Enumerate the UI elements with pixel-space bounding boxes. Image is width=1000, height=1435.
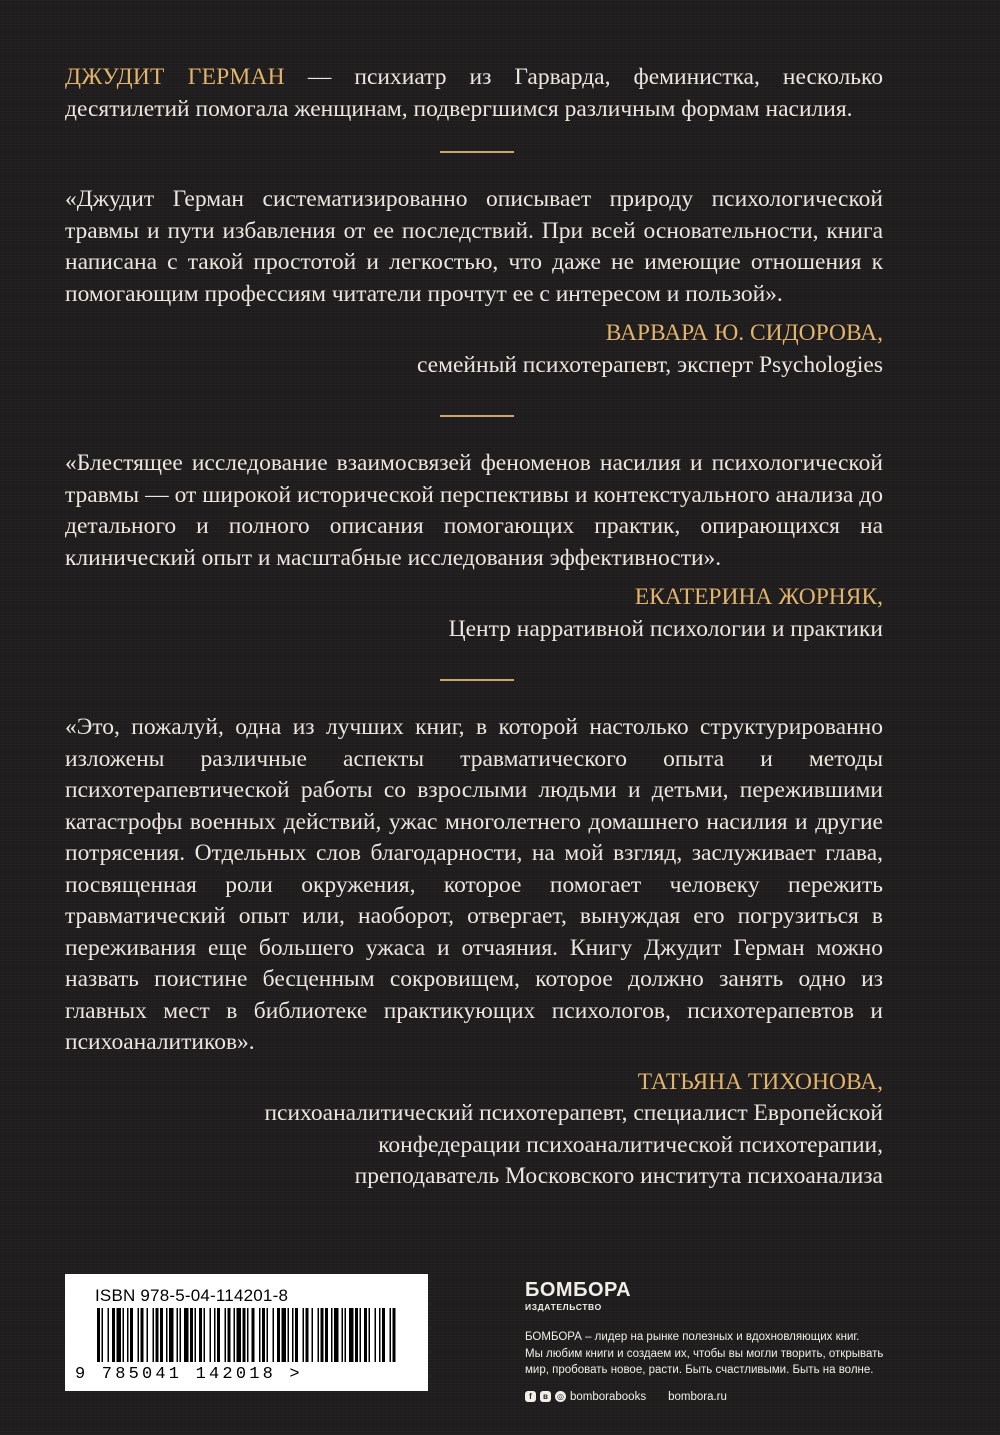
ean-digits: 9 785041 142018 >: [75, 1365, 303, 1384]
publisher-subtitle: ИЗДАТЕЛЬСТВО: [525, 1302, 602, 1312]
review-3-role-line1: психоаналитический психотерапевт, специалист Европейской: [264, 1100, 883, 1126]
barcode-bar: [382, 1308, 385, 1362]
barcode-bar: [138, 1308, 140, 1362]
barcode-bar: [195, 1308, 197, 1362]
barcode-bar: [97, 1308, 100, 1362]
publisher-block: [525, 1280, 925, 1403]
barcode-bar: [259, 1308, 261, 1362]
social-handle: bomborabooks: [570, 1390, 647, 1403]
barcode-bar: [147, 1308, 149, 1362]
author-intro-text: — психиатр из Гарварда, феминистка, несколько десятилетий помогала женщинам, подвергшимся различным формам насилия.: [65, 64, 883, 122]
barcode-bar: [237, 1308, 242, 1362]
isbn-label: ISBN 978-5-04-114201-8: [95, 1286, 289, 1305]
publisher-desc-line: БОМБОРА – лидер на рынке полезных и вдохновляющих книг.: [525, 1331, 860, 1343]
barcode-bar: [199, 1308, 202, 1362]
barcode-bar: [369, 1308, 371, 1362]
barcode-bar: [306, 1308, 309, 1362]
review-2-text: «Блестящее исследование взаимосвязей феноменов насилия и психологической травмы — от широкой исторической перспективы и контекстуального анализа до детального и полного описания помогающих практик, опирающихся на клинический опыт и масштабные исследования эффективности».: [65, 450, 883, 571]
divider: [440, 415, 514, 417]
barcode-bar: [127, 1308, 129, 1362]
publisher-description: [525, 1329, 925, 1379]
barcode-bar: [277, 1308, 280, 1362]
review-3-role-line3: преподаватель Московского института психоанализа: [354, 1163, 883, 1189]
review-1-text: «Джудит Герман систематизированно описывает природу психологической травмы и пути избавления от ее последствий. При всей основательности, книга написана с такой простотой и легкостью, что даже не имеющие отношения к помогающим профессиям читатели прочтут ее с интересом и пользой».: [65, 186, 883, 307]
barcode-bar: [262, 1308, 265, 1362]
barcode-bar: [349, 1308, 354, 1362]
barcode-bar: [108, 1308, 110, 1362]
barcode-bar: [228, 1308, 231, 1362]
barcode-bar: [117, 1308, 122, 1362]
barcode-bar: [318, 1308, 320, 1362]
barcode-bar: [180, 1308, 182, 1362]
barcode-bar: [375, 1308, 377, 1362]
barcode-bar: [288, 1308, 290, 1362]
divider: [440, 151, 514, 153]
review-3-role-line2: конфедерации психоаналитической психотерапии,: [378, 1131, 883, 1158]
barcode-bar: [166, 1308, 168, 1362]
barcode-bar: [160, 1308, 163, 1362]
barcode-bar: [273, 1308, 275, 1362]
divider: [440, 679, 514, 681]
barcode-bar: [141, 1308, 144, 1362]
review-2-role: Центр нарративной психологии и практики: [448, 615, 883, 642]
barcode-bar: [331, 1308, 333, 1362]
barcode-bar: [190, 1308, 193, 1362]
website-link: bombora.ru: [668, 1390, 727, 1403]
barcode-bar: [210, 1308, 212, 1362]
author-name: ДЖУДИТ ГЕРМАН: [65, 64, 285, 90]
publisher-desc-line: Мы любим книги и создаем их, чтобы вы могли творить, открывать: [525, 1347, 884, 1360]
barcode-bar: [321, 1308, 324, 1362]
barcode-bar: [204, 1308, 206, 1362]
barcode-bar: [379, 1308, 381, 1362]
barcode-bar: [153, 1308, 155, 1362]
publisher-links: [525, 1391, 925, 1403]
publisher-logo: БОМБОРА: [525, 1279, 632, 1301]
review-2-author: ЕКАТЕРИНА ЖОРНЯК,: [634, 584, 883, 610]
barcode-bar: [364, 1308, 367, 1362]
barcode-bar: [130, 1308, 133, 1362]
review-1-author: ВАРВАРА Ю. СИДОРОВА,: [605, 320, 883, 346]
barcode-bar: [217, 1308, 220, 1362]
barcode-bars: [97, 1308, 397, 1362]
barcode-bar: [123, 1308, 125, 1362]
barcode-bar: [177, 1308, 179, 1362]
review-1: [65, 184, 883, 381]
barcode-box: [65, 1274, 428, 1391]
author-intro: [65, 62, 883, 125]
barcode-bar: [267, 1308, 269, 1362]
review-3-author: ТАТЬЯНА ТИХОНОВА,: [637, 1068, 883, 1095]
barcode-bar: [345, 1308, 347, 1362]
vk-icon: в: [540, 1391, 551, 1402]
barcode-bar: [325, 1308, 328, 1362]
barcode-bar: [112, 1308, 115, 1362]
barcode-bar: [292, 1308, 294, 1362]
review-3-text: «Это, пожалуй, одна из лучших книг, в которой настолько структурированно изложены различные аспекты травматического опыта и методы психотерапевтической работы со взрослыми людьми и детьми, пережившими катастрофы военных действий, ужас многолетнего домашнего насилия и другие потрясения. Отдельных слов благодарности, на мой взгляд, заслуживает глава, посвященная роли окружения, которое помогает человеку пережить травматический опыт или, наоборот, отвергает, вынуждая его погрузиться в переживания еще большего ужаса и отчаяния. Книгу Джудит Герман можно назвать поистине бесценным сокровищем, которое должно занять одно из главных мест в библиотеке практикующих психологов, психотерапевтов и психоаналитиков».: [65, 714, 883, 1055]
barcode-bar: [102, 1308, 104, 1362]
barcode-bar: [234, 1308, 236, 1362]
review-2: [65, 448, 883, 645]
barcode-bar: [184, 1308, 189, 1362]
barcode-bar: [334, 1308, 339, 1362]
facebook-icon: f: [525, 1391, 536, 1402]
barcode-bar: [312, 1308, 314, 1362]
instagram-icon: ◎: [555, 1391, 566, 1402]
barcode-bar: [342, 1308, 344, 1362]
publisher-desc-line: мир, пробовать новое, расти. Быть счастливыми. Быть на волне.: [525, 1364, 874, 1376]
barcode-bar: [252, 1308, 255, 1362]
barcode-bar: [214, 1308, 216, 1362]
barcode-bar: [225, 1308, 227, 1362]
barcode-bar: [393, 1308, 396, 1362]
barcode-bar: [355, 1308, 358, 1362]
barcode-bar: [360, 1308, 362, 1362]
barcode-bar: [282, 1308, 287, 1362]
barcode-bar: [247, 1308, 249, 1362]
review-3: [65, 712, 883, 1193]
barcode-bar: [295, 1308, 298, 1362]
barcode-bar: [390, 1308, 392, 1362]
barcode-bar: [303, 1308, 305, 1362]
barcode-bar: [156, 1308, 159, 1362]
barcode-bar: [243, 1308, 246, 1362]
review-1-role: семейный психотерапевт, эксперт Psychologies: [416, 351, 883, 378]
barcode-bar: [169, 1308, 174, 1362]
